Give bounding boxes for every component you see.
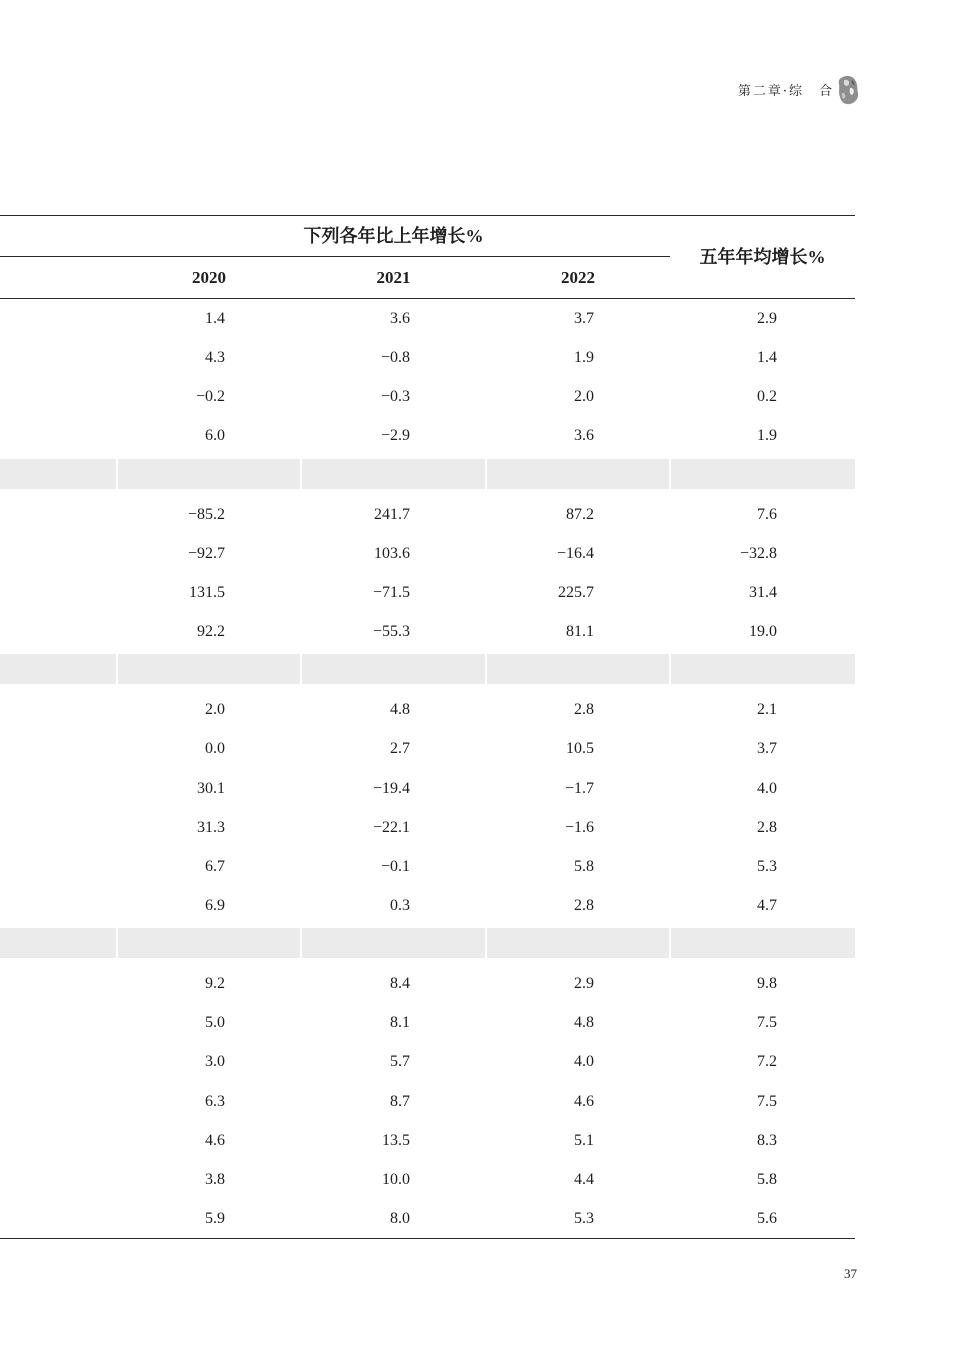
value-cell-2020: 4.6 (205, 1131, 225, 1149)
value-cell-average: 31.4 (749, 583, 777, 601)
row-label-cell (0, 416, 117, 455)
value-cell-2021: 10.0 (382, 1170, 410, 1188)
value-cell-2022: 4.0 (574, 1053, 594, 1071)
shaded-fill (302, 928, 485, 958)
value-cell-average: 5.8 (757, 1170, 777, 1188)
value-cell-2022: 5.3 (574, 1209, 594, 1227)
value-cell-2022: 4.6 (574, 1092, 594, 1110)
shaded-fill (671, 654, 855, 684)
row-label-cell (0, 690, 117, 729)
table-row (0, 729, 855, 768)
row-label-cell (0, 847, 117, 886)
value-cell-2020: −0.2 (195, 388, 225, 406)
value-cell-2020: 4.3 (205, 349, 225, 367)
value-cell-2021: −19.4 (372, 779, 410, 797)
value-cell-average: 8.3 (757, 1131, 777, 1149)
value-cell-2021: 8.1 (390, 1014, 410, 1032)
section-heading-row (0, 651, 855, 690)
five-year-average-header: 五年年均增长% (699, 247, 826, 267)
running-header: 第二章·综 合 (737, 84, 834, 99)
value-cell-2022: 2.8 (574, 896, 594, 914)
table-row (0, 886, 855, 925)
value-cell-2022: 87.2 (566, 505, 594, 523)
value-cell-2022: 4.4 (574, 1170, 594, 1188)
value-cell-2020: 131.5 (189, 583, 225, 601)
value-cell-2022: 10.5 (566, 740, 594, 758)
value-cell-average: 1.9 (757, 427, 777, 445)
year-header-2020: 2020 (192, 268, 226, 287)
value-cell-2021: −55.3 (372, 623, 410, 640)
value-cell-average: 9.8 (757, 975, 777, 993)
page-number: 37 (844, 1266, 857, 1281)
value-cell-average: 2.1 (757, 701, 777, 719)
value-cell-2021: 8.4 (390, 975, 410, 993)
value-cell-average: 7.2 (757, 1053, 777, 1071)
row-label-cell (0, 1042, 117, 1081)
value-cell-2020: 92.2 (197, 623, 225, 640)
row-label-cell (0, 886, 117, 925)
shaded-cell (117, 456, 301, 495)
value-cell-2022: 81.1 (566, 623, 594, 640)
value-cell-2020: 3.8 (205, 1170, 225, 1188)
shaded-cell (117, 651, 301, 690)
table-row (0, 964, 855, 1003)
value-cell-2021: −71.5 (372, 583, 410, 601)
value-cell-2022: 2.0 (574, 388, 594, 406)
shaded-cell (486, 651, 670, 690)
shaded-cell (670, 651, 855, 690)
value-cell-2021: 2.7 (390, 740, 410, 758)
group-header: 下列各年比上年增长% (303, 226, 484, 246)
value-cell-2020: 6.7 (205, 857, 225, 875)
table-row (0, 495, 855, 534)
value-cell-2022: −1.7 (564, 779, 594, 797)
value-cell-average: 2.9 (757, 310, 777, 327)
shaded-fill (487, 654, 669, 684)
value-cell-2020: 6.0 (205, 427, 225, 445)
shaded-cell (486, 925, 670, 964)
shaded-fill (671, 928, 855, 958)
row-label-cell (0, 495, 117, 534)
value-cell-average: 7.5 (757, 1014, 777, 1032)
year-header-2022: 2022 (561, 268, 595, 287)
statistics-table (0, 215, 855, 1239)
value-cell-2020: 6.9 (205, 896, 225, 914)
shaded-cell (0, 456, 117, 495)
table-row (0, 338, 855, 377)
shaded-cell (670, 456, 855, 495)
value-cell-average: 5.3 (757, 857, 777, 875)
value-cell-average: 2.8 (757, 818, 777, 836)
year-header-2021: 2021 (376, 268, 411, 287)
row-label-cell (0, 573, 117, 612)
table-row (0, 690, 855, 729)
shaded-cell (670, 925, 855, 964)
shaded-cell (301, 651, 486, 690)
value-cell-average: 3.7 (757, 740, 777, 758)
shaded-fill (118, 928, 300, 958)
shaded-fill (302, 654, 485, 684)
table-row (0, 534, 855, 573)
table-row (0, 1042, 855, 1081)
value-cell-2022: 2.8 (574, 701, 594, 719)
row-label-cell (0, 808, 117, 847)
value-cell-2021: 3.6 (390, 310, 410, 327)
value-cell-2020: 30.1 (197, 779, 225, 797)
value-cell-2021: 13.5 (382, 1131, 410, 1149)
value-cell-2020: 31.3 (197, 818, 225, 836)
value-cell-2020: −85.2 (187, 505, 225, 523)
value-cell-average: 7.5 (757, 1092, 777, 1110)
table-body (0, 299, 855, 1238)
value-cell-2022: 3.7 (574, 310, 594, 327)
value-cell-2022: 4.8 (574, 1014, 594, 1032)
table-row (0, 1160, 855, 1199)
row-label-cell (0, 1199, 117, 1238)
value-cell-2021: 241.7 (374, 505, 410, 523)
shaded-cell (301, 925, 486, 964)
value-cell-2022: −16.4 (556, 544, 594, 562)
row-label-cell (0, 1082, 117, 1121)
shaded-fill (487, 928, 669, 958)
shaded-fill (118, 654, 300, 684)
value-cell-2020: 0.0 (205, 740, 225, 758)
table-row (0, 1199, 855, 1238)
row-label-cell (0, 1160, 117, 1199)
value-cell-average: 4.7 (757, 896, 777, 914)
value-cell-2020: 9.2 (205, 975, 225, 993)
table-row (0, 808, 855, 847)
table-row (0, 769, 855, 808)
table-row (0, 612, 855, 651)
value-cell-2020: 5.0 (205, 1014, 225, 1032)
stone-ornament-icon (837, 75, 859, 105)
value-cell-2021: −0.1 (380, 857, 410, 875)
value-cell-2020: 1.4 (205, 310, 225, 327)
row-label-cell (0, 377, 117, 416)
shaded-fill (0, 459, 116, 489)
value-cell-2021: 103.6 (374, 544, 410, 562)
table-header (0, 216, 855, 299)
row-label-cell (0, 964, 117, 1003)
value-cell-2022: 5.1 (574, 1131, 594, 1149)
value-cell-average: 5.6 (757, 1209, 777, 1227)
value-cell-2021: 8.7 (390, 1092, 410, 1110)
value-cell-2021: 5.7 (390, 1053, 410, 1071)
table-row (0, 1003, 855, 1042)
shaded-fill (487, 459, 669, 489)
value-cell-2020: 5.9 (205, 1209, 225, 1227)
table-row (0, 573, 855, 612)
row-label-cell (0, 338, 117, 377)
value-cell-2022: 2.9 (574, 975, 594, 993)
value-cell-2021: −22.1 (372, 818, 410, 836)
shaded-fill (302, 459, 485, 489)
shaded-cell (486, 456, 670, 495)
value-cell-2020: 6.3 (205, 1092, 225, 1110)
value-cell-2021: −0.8 (380, 349, 410, 367)
value-cell-2022: 5.8 (574, 857, 594, 875)
row-label-cell (0, 769, 117, 808)
value-cell-2022: 3.6 (574, 427, 594, 445)
value-cell-2020: 3.0 (205, 1053, 225, 1071)
table-row (0, 847, 855, 886)
shaded-cell (301, 456, 486, 495)
value-cell-2021: 4.8 (390, 701, 410, 719)
value-cell-2021: 0.3 (390, 896, 410, 914)
table-row (0, 416, 855, 455)
row-label-cell (0, 534, 117, 573)
row-label-cell (0, 612, 117, 651)
shaded-cell (0, 925, 117, 964)
table-row (0, 377, 855, 416)
value-cell-average: −32.8 (739, 544, 777, 562)
value-cell-average: 1.4 (757, 349, 777, 367)
table-row (0, 1121, 855, 1160)
value-cell-2022: −1.6 (564, 818, 594, 836)
shaded-fill (0, 928, 116, 958)
value-cell-average: 7.6 (757, 505, 777, 523)
shaded-fill (118, 459, 300, 489)
value-cell-average: 19.0 (749, 623, 777, 640)
table-row (0, 1082, 855, 1121)
value-cell-average: 4.0 (757, 779, 777, 797)
value-cell-2022: 1.9 (574, 349, 594, 367)
shaded-fill (0, 654, 116, 684)
row-label-cell (0, 1003, 117, 1042)
value-cell-2020: 2.0 (205, 701, 225, 719)
value-cell-2021: −0.3 (380, 388, 410, 406)
section-heading-row (0, 925, 855, 964)
row-label-cell (0, 729, 117, 768)
shaded-cell (0, 651, 117, 690)
value-cell-2020: −92.7 (187, 544, 225, 562)
value-cell-2021: −2.9 (380, 427, 410, 445)
value-cell-average: 0.2 (757, 388, 777, 406)
row-label-cell (0, 299, 117, 338)
shaded-cell (117, 925, 301, 964)
value-cell-2021: 8.0 (390, 1209, 410, 1227)
table-row (0, 299, 855, 338)
section-heading-row (0, 456, 855, 495)
row-label-cell (0, 1121, 117, 1160)
shaded-fill (671, 459, 855, 489)
value-cell-2022: 225.7 (558, 583, 594, 601)
